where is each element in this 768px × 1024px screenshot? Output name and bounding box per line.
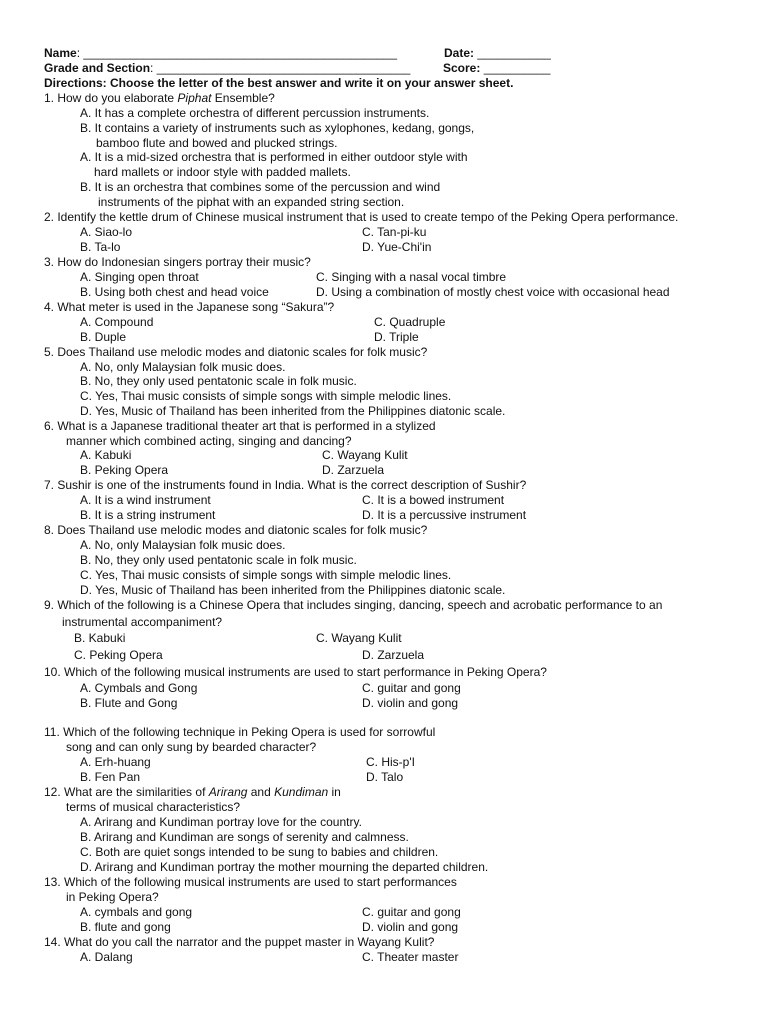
name-label: Name	[44, 46, 77, 60]
score-blank: __________	[480, 61, 551, 75]
q1-option: B. It contains a variety of instruments such as xylophones, kedang, gongs,	[80, 121, 475, 135]
q8-option-c: C. Yes, Thai music consists of simple songs with simple melodic lines.	[80, 568, 452, 582]
q13-option-c: C. guitar and gong	[362, 905, 461, 919]
q2-option-a: A. Siao-lo	[80, 225, 133, 239]
q11-option-a: A. Erh-huang	[80, 755, 151, 769]
q13-option-b: B. flute and gong	[80, 920, 171, 934]
q13-option-a: A. cymbals and gong	[80, 905, 193, 919]
q7-option-d: D. It is a percussive instrument	[362, 508, 527, 522]
q1-stem-emphasis: Piphat	[177, 91, 212, 105]
q11-option-d: D. Talo	[366, 770, 404, 784]
q5-option-c: C. Yes, Thai music consists of simple songs with simple melodic lines.	[80, 389, 452, 403]
q7-stem: 7. Sushir is one of the instruments found in India. What is the correct description of Sushir?	[44, 478, 527, 492]
date-blank: ___________	[474, 46, 551, 60]
q6-option-c: C. Wayang Kulit	[322, 448, 408, 462]
score-label: Score:	[443, 61, 481, 75]
q10-option-a: A. Cymbals and Gong	[80, 681, 198, 695]
q5-option-a: A. No, only Malaysian folk music does.	[80, 360, 286, 374]
q13-option-d: D. violin and gong	[362, 920, 459, 934]
q10-option-b: B. Flute and Gong	[80, 696, 178, 710]
q2-option-d: D. Yue-Chi'in	[362, 240, 432, 254]
score-line	[443, 61, 550, 75]
q12-stem-emphasis: Arirang	[208, 785, 248, 799]
q4-stem: 4. What meter is used in the Japanese song “Sakura”?	[44, 300, 335, 314]
q4-option-c: C. Quadruple	[374, 315, 446, 329]
q1-option: B. It is an orchestra that combines some of the percussion and wind	[80, 180, 441, 194]
q7-option-a: A. It is a wind instrument	[80, 493, 211, 507]
name-line	[44, 46, 397, 60]
q3-option-a: A. Singing open throat	[80, 270, 199, 284]
q5-option-b: B. No, they only used pentatonic scale in folk music.	[80, 374, 357, 388]
q6-option-b: B. Peking Opera	[80, 463, 169, 477]
date-line	[444, 46, 551, 60]
q10-option-d: D. violin and gong	[362, 696, 459, 710]
q9-option-c: C. Wayang Kulit	[316, 631, 402, 645]
q6-stem-cont: manner which combined acting, singing and dancing?	[66, 434, 352, 448]
q13-stem: 13. Which of the following musical instruments are used to start performances	[44, 875, 457, 889]
q9-option-d: D. Zarzuela	[362, 648, 425, 662]
q1-stem-text: 1. How do you elaborate	[44, 91, 178, 105]
q12-option-d: D. Arirang and Kundiman portray the mother mourning the departed children.	[80, 860, 489, 874]
directions: Directions: Choose the letter of the best answer and write it on your answer sheet.	[44, 76, 514, 90]
grade-blank: : ______________________________________	[150, 61, 411, 75]
grade-label: Grade and Section	[44, 61, 151, 75]
q3-option-c: C. Singing with a nasal vocal timbre	[316, 270, 507, 284]
q14-option-a: A. Dalang	[80, 950, 133, 964]
q3-stem: 3. How do Indonesian singers portray their music?	[44, 255, 311, 269]
q1-option-cont: bamboo flute and bowed and plucked strings.	[96, 136, 338, 150]
q11-option-b: B. Fen Pan	[80, 770, 141, 784]
q13-stem-cont: in Peking Opera?	[66, 890, 159, 904]
q4-option-a: A. Compound	[80, 315, 154, 329]
q1-option: A. It has a complete orchestra of different percussion instruments.	[80, 106, 430, 120]
q10-option-c: C. guitar and gong	[362, 681, 461, 695]
q10-stem: 10. Which of the following musical instruments are used to start performance in Peking Opera?	[44, 665, 547, 679]
q6-stem: 6. What is a Japanese traditional theater art that is performed in a stylized	[44, 419, 436, 433]
q14-option-c: C. Theater master	[362, 950, 459, 964]
q12-option-a: A. Arirang and Kundiman portray love for the country.	[80, 815, 362, 829]
q1-stem-end: Ensemble?	[211, 91, 275, 105]
q9-stem: 9. Which of the following is a Chinese Opera that includes singing, dancing, speech and acrobatic performance to an	[44, 598, 663, 612]
q6-option-d: D. Zarzuela	[322, 463, 385, 477]
q12-stem	[44, 785, 341, 799]
q11-option-c: C. His-p'I	[366, 755, 415, 769]
q3-option-d: D. Using a combination of mostly chest voice with occasional head	[316, 285, 670, 299]
q8-stem: 8. Does Thailand use melodic modes and diatonic scales for folk music?	[44, 523, 428, 537]
q5-option-d: D. Yes, Music of Thailand has been inherited from the Philippines diatonic scale.	[80, 404, 506, 418]
q1-option-cont: hard mallets or indoor style with padded mallets.	[94, 165, 351, 179]
q2-option-c: C. Tan-pi-ku	[362, 225, 427, 239]
date-label: Date:	[444, 46, 475, 60]
q6-option-a: A. Kabuki	[80, 448, 132, 462]
q9-option-b: C. Peking Opera	[74, 648, 163, 662]
q12-stem-cont: terms of musical characteristics?	[66, 800, 241, 814]
q2-stem: 2. Identify the kettle drum of Chinese musical instrument that is used to create tempo of the Peking Opera performance.	[44, 210, 679, 224]
q11-stem: 11. Which of the following technique in Peking Opera is used for sorrowful	[44, 725, 436, 739]
q11-stem-cont: song and can only sung by bearded character?	[66, 740, 317, 754]
q3-option-b: B. Using both chest and head voice	[80, 285, 269, 299]
q12-option-c: C. Both are quiet songs intended to be sung to babies and children.	[80, 845, 439, 859]
q5-stem: 5. Does Thailand use melodic modes and diatonic scales for folk music?	[44, 345, 428, 359]
q8-option-a: A. No, only Malaysian folk music does.	[80, 538, 286, 552]
q9-option-a: B. Kabuki	[74, 631, 126, 645]
q2-option-b: B. Ta-lo	[80, 240, 121, 254]
q12-stem-in: in	[328, 785, 341, 799]
name-blank: : _______________________________________________	[76, 46, 398, 60]
q12-stem-and: and	[247, 785, 275, 799]
q14-stem: 14. What do you call the narrator and the puppet master in Wayang Kulit?	[44, 935, 435, 949]
grade-line	[44, 61, 410, 75]
q8-option-d: D. Yes, Music of Thailand has been inherited from the Philippines diatonic scale.	[80, 583, 506, 597]
q12-stem-emphasis: Kundiman	[274, 785, 329, 799]
q4-option-d: D. Triple	[374, 330, 419, 344]
q1-option-cont: instruments of the piphat with an expanded string section.	[98, 195, 405, 209]
q7-option-c: C. It is a bowed instrument	[362, 493, 505, 507]
q1-stem	[44, 91, 275, 105]
q7-option-b: B. It is a string instrument	[80, 508, 216, 522]
q4-option-b: B. Duple	[80, 330, 127, 344]
q1-option: A. It is a mid-sized orchestra that is performed in either outdoor style with	[80, 150, 468, 164]
q12-stem-text: 12. What are the similarities of	[44, 785, 209, 799]
q12-option-b: B. Arirang and Kundiman are songs of serenity and calmness.	[80, 830, 409, 844]
q9-stem-cont: instrumental accompaniment?	[62, 615, 223, 629]
q8-option-b: B. No, they only used pentatonic scale in folk music.	[80, 553, 357, 567]
